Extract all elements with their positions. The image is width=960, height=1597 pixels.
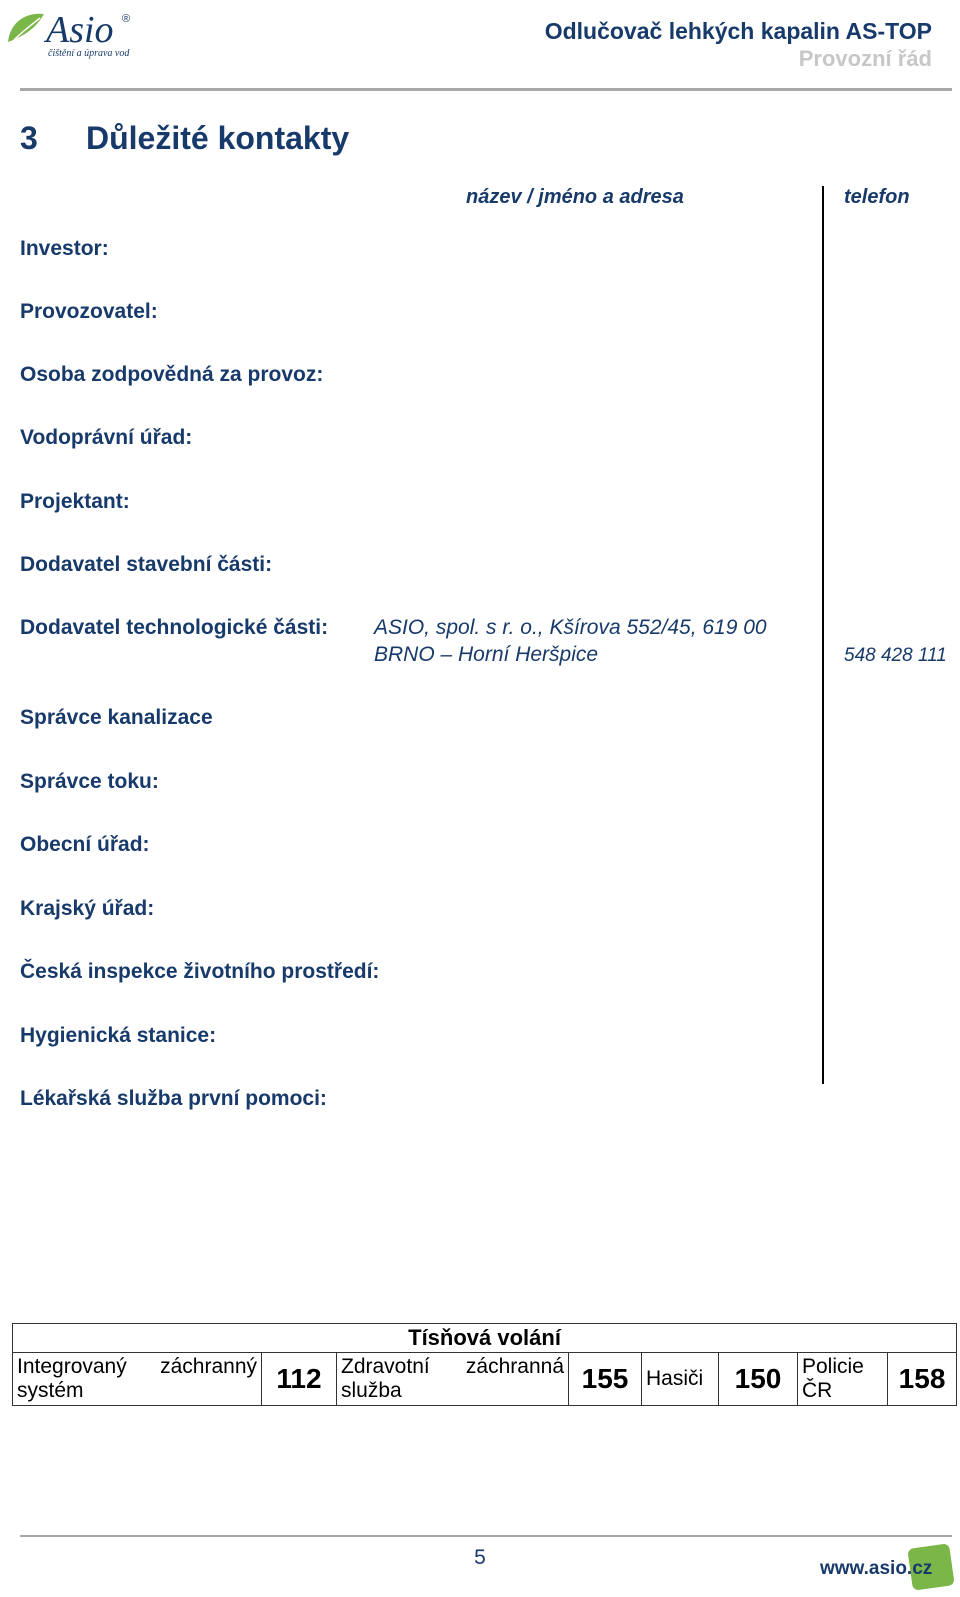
asio-web-logo: [818, 1542, 956, 1592]
footer-divider: [20, 1535, 952, 1537]
contact-label: Projektant:: [20, 490, 130, 513]
supplier-address-line2: BRNO – Horní Heršpice: [374, 643, 599, 666]
column-header-name-address: název / jméno a adresa: [466, 186, 684, 208]
contact-label: Správce toku:: [20, 770, 159, 793]
leaf-icon: [8, 14, 44, 42]
svg-text:čištění a úprava vod: čištění a úprava vod: [48, 48, 130, 59]
emergency-number: 150: [719, 1353, 798, 1406]
contact-label: Investor:: [20, 237, 109, 260]
page-number: 5: [474, 1546, 486, 1569]
emergency-label: Hasiči: [642, 1353, 719, 1406]
contact-label: Lékařská služba první pomoci:: [20, 1087, 327, 1110]
contact-label: Hygienická stanice:: [20, 1024, 217, 1047]
supplier-address-line1: ASIO, spol. s r. o., Kšírova 552/45, 619 00: [374, 616, 767, 639]
contact-label: Krajský úřad:: [20, 897, 155, 920]
contact-label: Provozovatel:: [20, 300, 158, 323]
column-divider: [822, 186, 824, 1084]
svg-text:www.asio.cz: www.asio.cz: [820, 1558, 933, 1579]
emergency-label: Integrovaný záchranný systém: [13, 1353, 262, 1406]
contact-label: Obecní úřad:: [20, 833, 150, 856]
svg-text:®: ®: [122, 13, 131, 25]
column-header-phone: telefon: [844, 186, 910, 208]
contact-label: Vodoprávní úřad:: [20, 426, 193, 449]
contact-label: Správce kanalizace: [20, 706, 213, 729]
emergency-label: Policie ČR: [798, 1353, 888, 1406]
document-title: Odlučovač lehkých kapalin AS-TOP: [544, 18, 932, 44]
header-divider: [20, 88, 952, 91]
contact-label: Česká inspekce životního prostředí:: [20, 960, 380, 983]
section-number: 3: [20, 120, 38, 156]
emergency-number: 112: [262, 1353, 337, 1406]
emergency-title: Tísňová volání: [13, 1324, 957, 1353]
contact-label: Dodavatel stavební části:: [20, 553, 273, 576]
section-title: Důležité kontakty: [86, 120, 350, 156]
document-subtitle: Provozní řád: [798, 46, 932, 71]
contact-label: Osoba zodpovědná za provoz:: [20, 363, 324, 386]
svg-text:Asio: Asio: [46, 9, 114, 51]
asio-logo: [4, 4, 154, 62]
emergency-number: 158: [888, 1353, 957, 1406]
emergency-label: Zdravotní záchranná služba: [337, 1353, 569, 1406]
contact-label: Dodavatel technologické části:: [20, 616, 329, 639]
supplier-phone: 548 428 111: [844, 645, 947, 666]
emergency-numbers-table: [12, 1323, 957, 1406]
emergency-number: 155: [569, 1353, 642, 1406]
